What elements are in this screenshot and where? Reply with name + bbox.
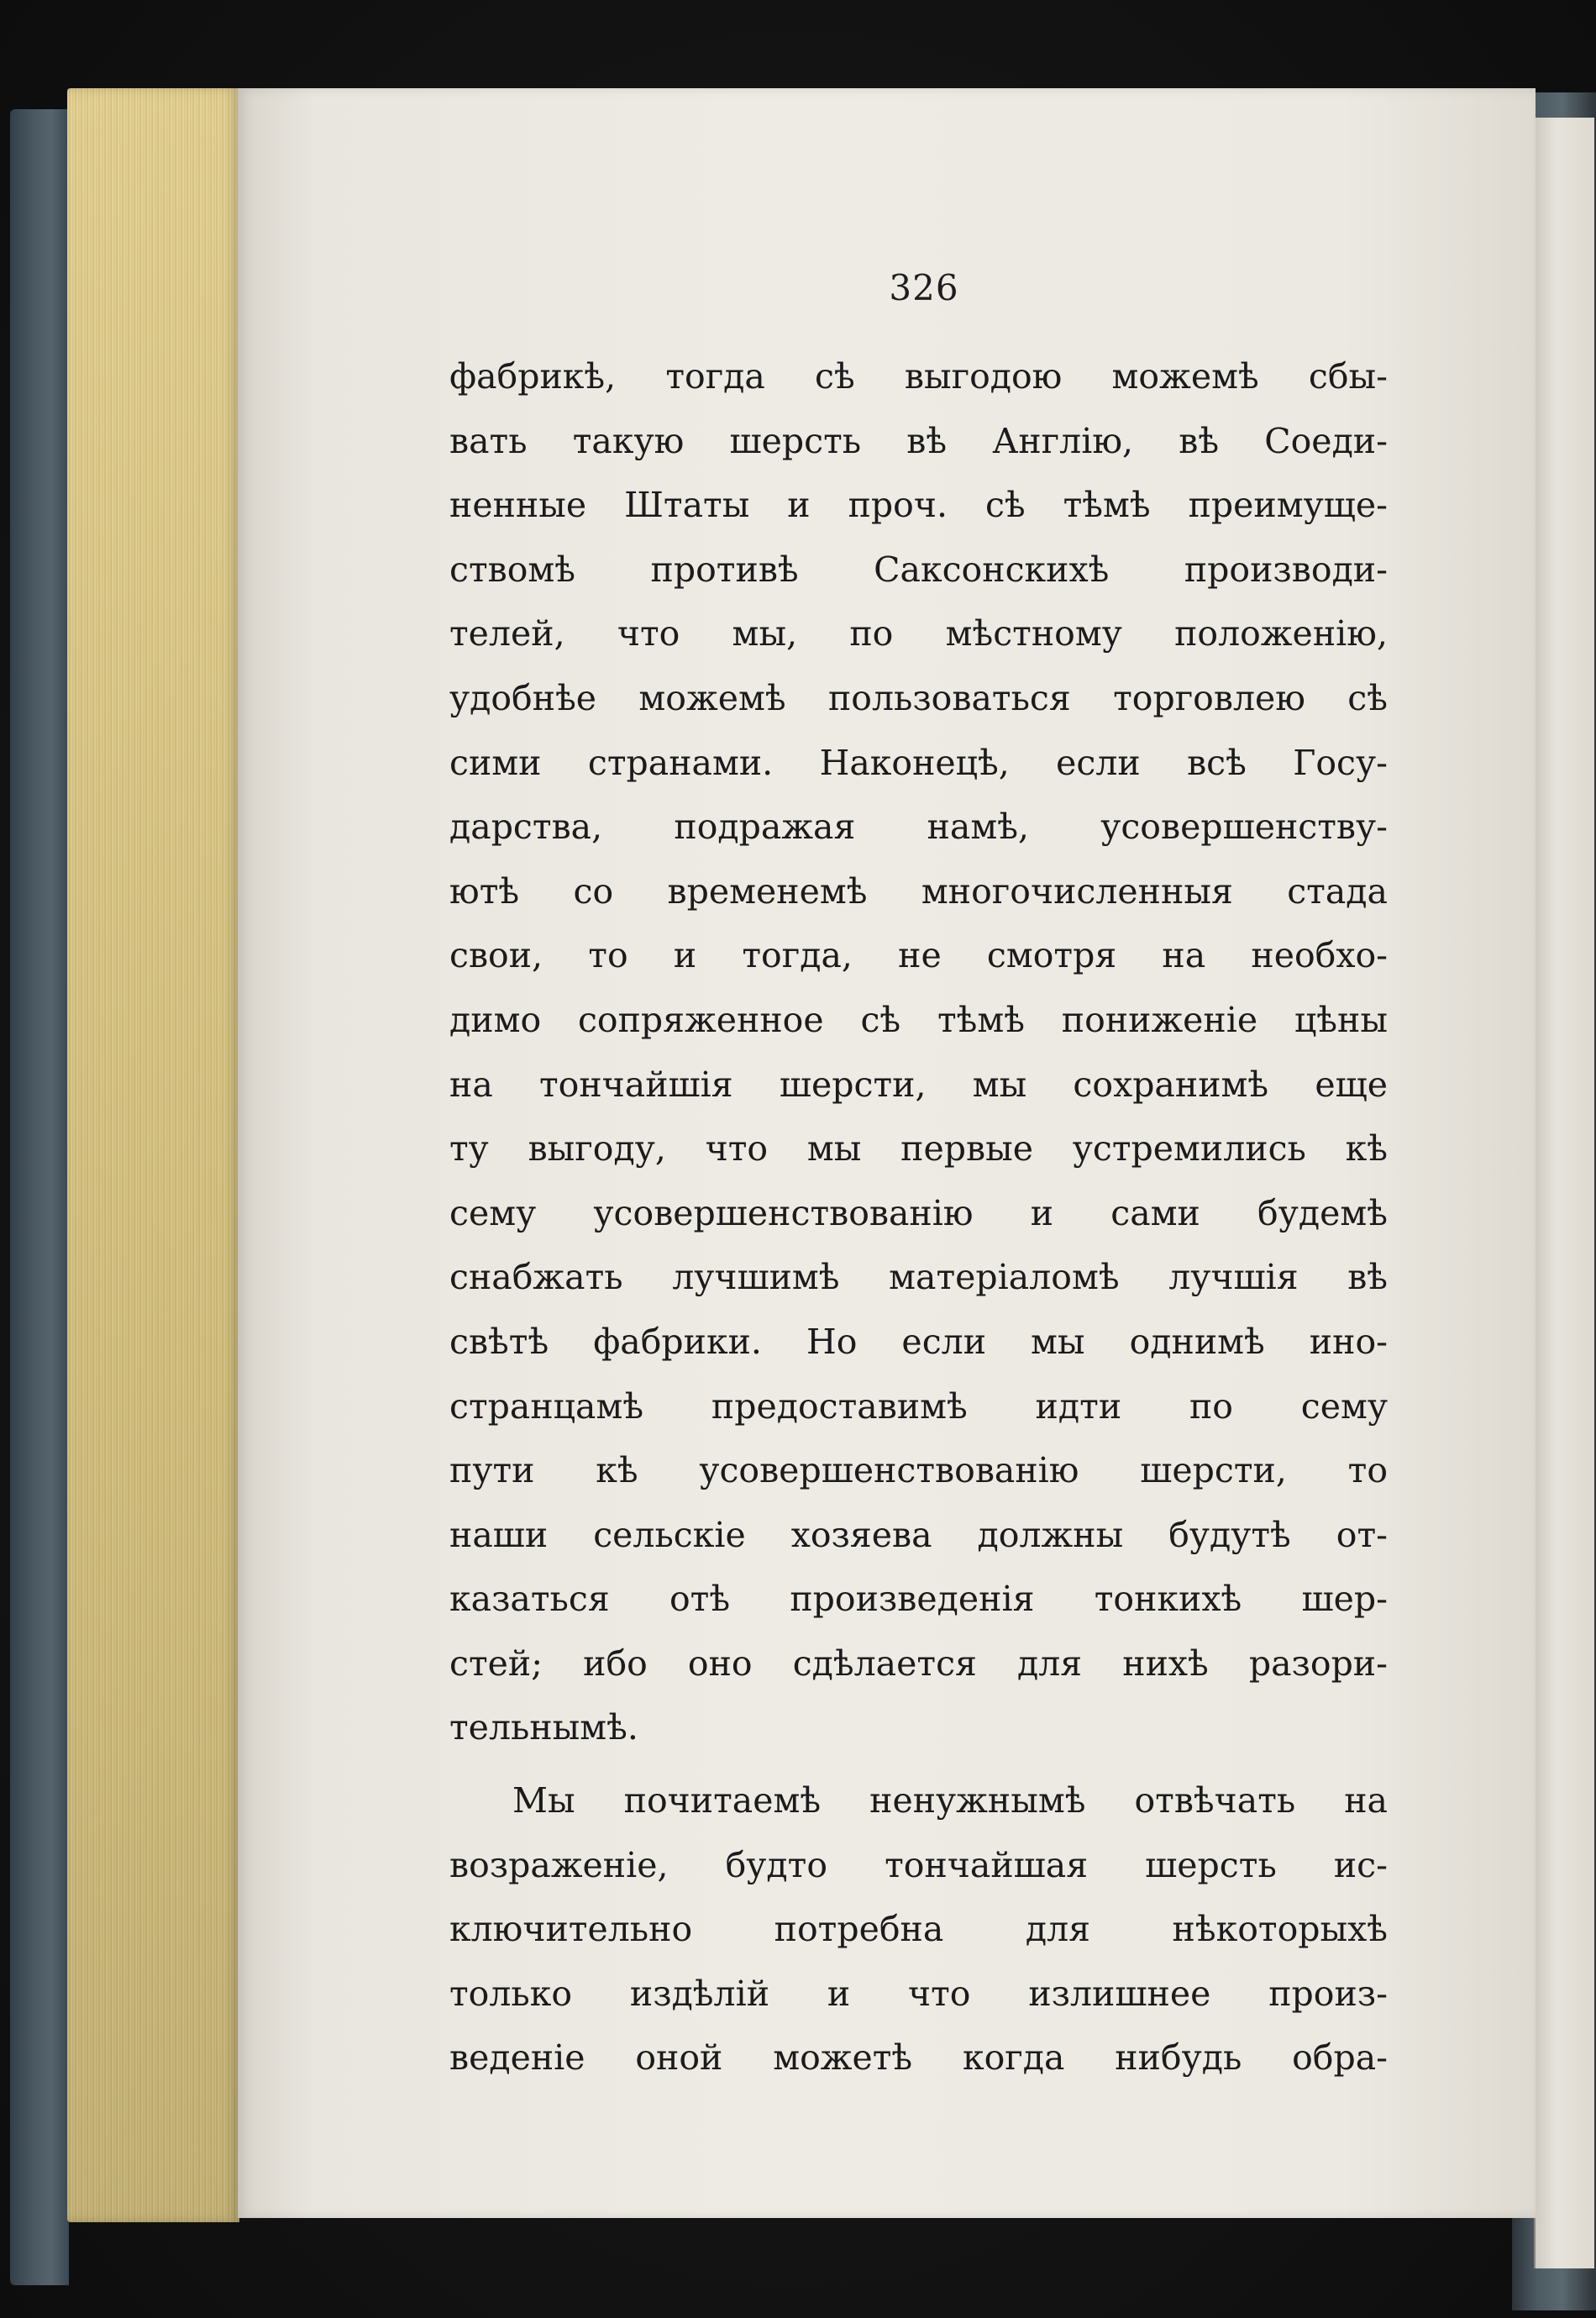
text-line: на тончайшія шерсти, мы сохранимѣ еще [449, 1064, 1388, 1105]
text-line: только издѣлій и что излишнее произ- [449, 1973, 1388, 2014]
text-line: ствомѣ противѣ Саксонскихѣ производи- [449, 549, 1388, 590]
text-line: дарства, подражая намѣ, усовершенству- [449, 807, 1388, 848]
text-line: ключительно потребна для нѣкоторыхѣ [449, 1909, 1388, 1950]
page-text [449, 344, 1388, 2090]
text-line: возраженіе, будто тончайшая шерсть ис- [449, 1844, 1388, 1885]
text-line: ту выгоду, что мы первые устремились кѣ [449, 1128, 1388, 1170]
page-number: 326 [889, 267, 959, 308]
text-line: тельнымѣ. [449, 1707, 638, 1748]
text-line: снабжать лучшимѣ матеріаломѣ лучшія вѣ [449, 1257, 1388, 1298]
page-block-edges [67, 88, 239, 2222]
text-line: сими странами. Наконецѣ, если всѣ Госу- [449, 742, 1388, 783]
text-line: фабрикѣ, тогда сѣ выгодою можемѣ сбы- [449, 356, 1388, 397]
text-line: свои, то и тогда, не смотря на необхо- [449, 935, 1388, 976]
book-cover-left-edge [10, 109, 69, 2285]
text-line: наши сельскіе хозяева должны будутѣ от- [449, 1514, 1388, 1555]
text-line: Мы почитаемѣ ненужнымѣ отвѣчать на [512, 1780, 1388, 1821]
text-line: свѣтѣ фабрики. Но если мы однимѣ ино- [449, 1321, 1388, 1362]
text-line: ютѣ со временемѣ многочисленныя стада [449, 870, 1388, 912]
text-line: телей, что мы, по мѣстному положенію, [449, 613, 1388, 654]
text-line: сему усовершенствованію и сами будемѣ [449, 1192, 1388, 1233]
text-line: ненные Штаты и проч. сѣ тѣмѣ преимуще- [449, 485, 1388, 526]
text-line: веденіе оной можетѣ когда нибудь обра- [449, 2037, 1388, 2079]
text-line: странцамѣ предоставимѣ идти по сему [449, 1385, 1388, 1427]
text-line: пути кѣ усовершенствованію шерсти, то [449, 1450, 1388, 1491]
text-line: стей; ибо оно сдѣлается для нихѣ разори- [449, 1643, 1388, 1684]
text-line: казаться отѣ произведенія тонкихѣ шер- [449, 1579, 1388, 1620]
text-line: вать такую шерсть вѣ Англію, вѣ Соеди- [449, 420, 1388, 461]
text-line: удобнѣе можемѣ пользоваться торговлею сѣ [449, 677, 1388, 718]
text-line: димо сопряженное сѣ тѣмѣ пониженіе цѣны [449, 999, 1388, 1040]
facing-page-edge [1534, 118, 1594, 2268]
